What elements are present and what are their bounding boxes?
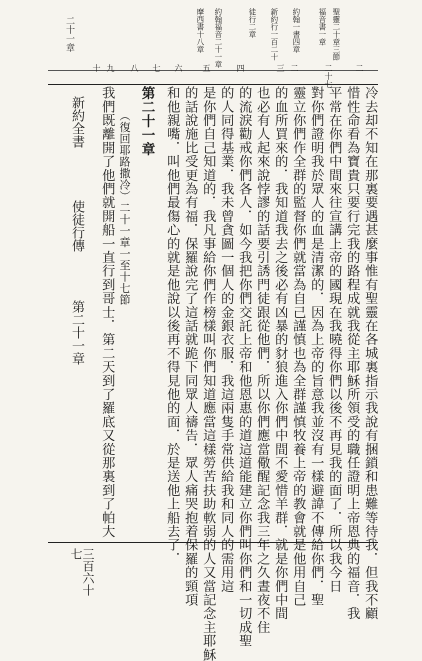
text-column: 的人同得基業．我未曾貪圖一個人的金銀衣服．我這兩隻手常供給我和同人的需用這 xyxy=(218,86,234,593)
text-column: 和他親嘴．叫他們最傷心的就是他說以後再不得見他的面．於是送他上船去了． xyxy=(164,86,180,566)
text-column: 的話說施比受更為有福．保羅說完了這話就跪下同眾人禱告．眾人痛哭抱着保羅的頸項 xyxy=(182,86,198,607)
verse-number: 四 xyxy=(236,64,245,72)
verse-number: 八 xyxy=(130,64,139,72)
verse-number: 五 xyxy=(202,64,211,72)
text-column: 惜性命看為寶貴只要行完我的路程成就我從主耶穌所領受的職任證明上帝恩典的福音．我 xyxy=(344,86,360,621)
chapter-first-line: 我們既離開了他們就開船一直行到哥士．第二天到了羅底又從那裏到了帕大 xyxy=(99,86,115,539)
verse-number: 九 xyxy=(106,64,115,72)
verse-number: 七 xyxy=(152,64,161,72)
marginal-ref: 新約行一百二十 xyxy=(269,8,279,61)
text-column: 是你們自己知道的．我凡事給你們作榜樣叫你們知道應當這樣勞苦扶助軟弱的人又當記念主耶穌 xyxy=(200,86,216,661)
text-column: 靈立你們作全群的監督你們就當為自己謹慎也為全群謹慎牧養上帝的教會就是他用自己 xyxy=(290,86,306,607)
verse-number: 二十七 xyxy=(324,64,333,88)
text-column: 平常在你們中間來往宣講上帝的國現在我曉得你們以後不再見我的面了．所以我今日 xyxy=(326,86,342,593)
text-column: 的流淚勸戒你們各人．如今我把你們交託上帝和他恩惠的道這道能建立你們叫你們和一切成聖 xyxy=(236,86,252,648)
marginal-ref: 聖靈二十章三節 xyxy=(331,8,341,61)
marginal-ref: 約翰一書四章 xyxy=(291,8,301,53)
verse-number: 六 xyxy=(174,64,183,72)
verse-number: 二 xyxy=(290,64,299,72)
book-name: 新約全書 xyxy=(69,96,84,148)
chapter-label: 第二十一章 xyxy=(69,300,84,365)
marginal-ref: 約翰福音二十一章 xyxy=(213,8,223,68)
running-head: 二十一章 xyxy=(64,16,74,52)
marginal-ref: 摩西書十八章 xyxy=(195,8,205,53)
text-column: 對你們證明我於眾人的血是清潔的．因為上帝的旨意我並沒有一樣避諱不傳給你們．聖 xyxy=(308,86,324,607)
marginal-ref: 徒行二章 xyxy=(247,8,257,38)
text-column: 的血所買來的．我知道我去之後必有凶暴的豺狼進入你們中間不愛惜羊群．就是你們中間 xyxy=(272,86,288,621)
text-column: 冷去却不知在那裏要遇甚麼事惟有聖靈在各城裏指示我說有捆鎖和患難等待我．但我不顧 xyxy=(362,86,378,621)
verse-number: 二 xyxy=(355,64,364,72)
verse-number: 十 xyxy=(92,64,101,72)
chapter-intro-ref: （復回耶路撒冷）二十一章一至十七節 xyxy=(118,110,131,306)
text-column: 也必有人起來說悖謬的話要引誘門徒跟從他們．所以你們應當儆醒記念我三年之久晝夜不住 xyxy=(254,86,270,634)
book-title: 使徒行傳 xyxy=(69,200,84,252)
chapter-heading: 第二十一章 xyxy=(138,86,155,156)
verse-number: 三 xyxy=(276,64,285,72)
marginal-ref: 福音書一章 xyxy=(317,8,327,46)
page-number: 三百六十七 xyxy=(69,548,95,596)
